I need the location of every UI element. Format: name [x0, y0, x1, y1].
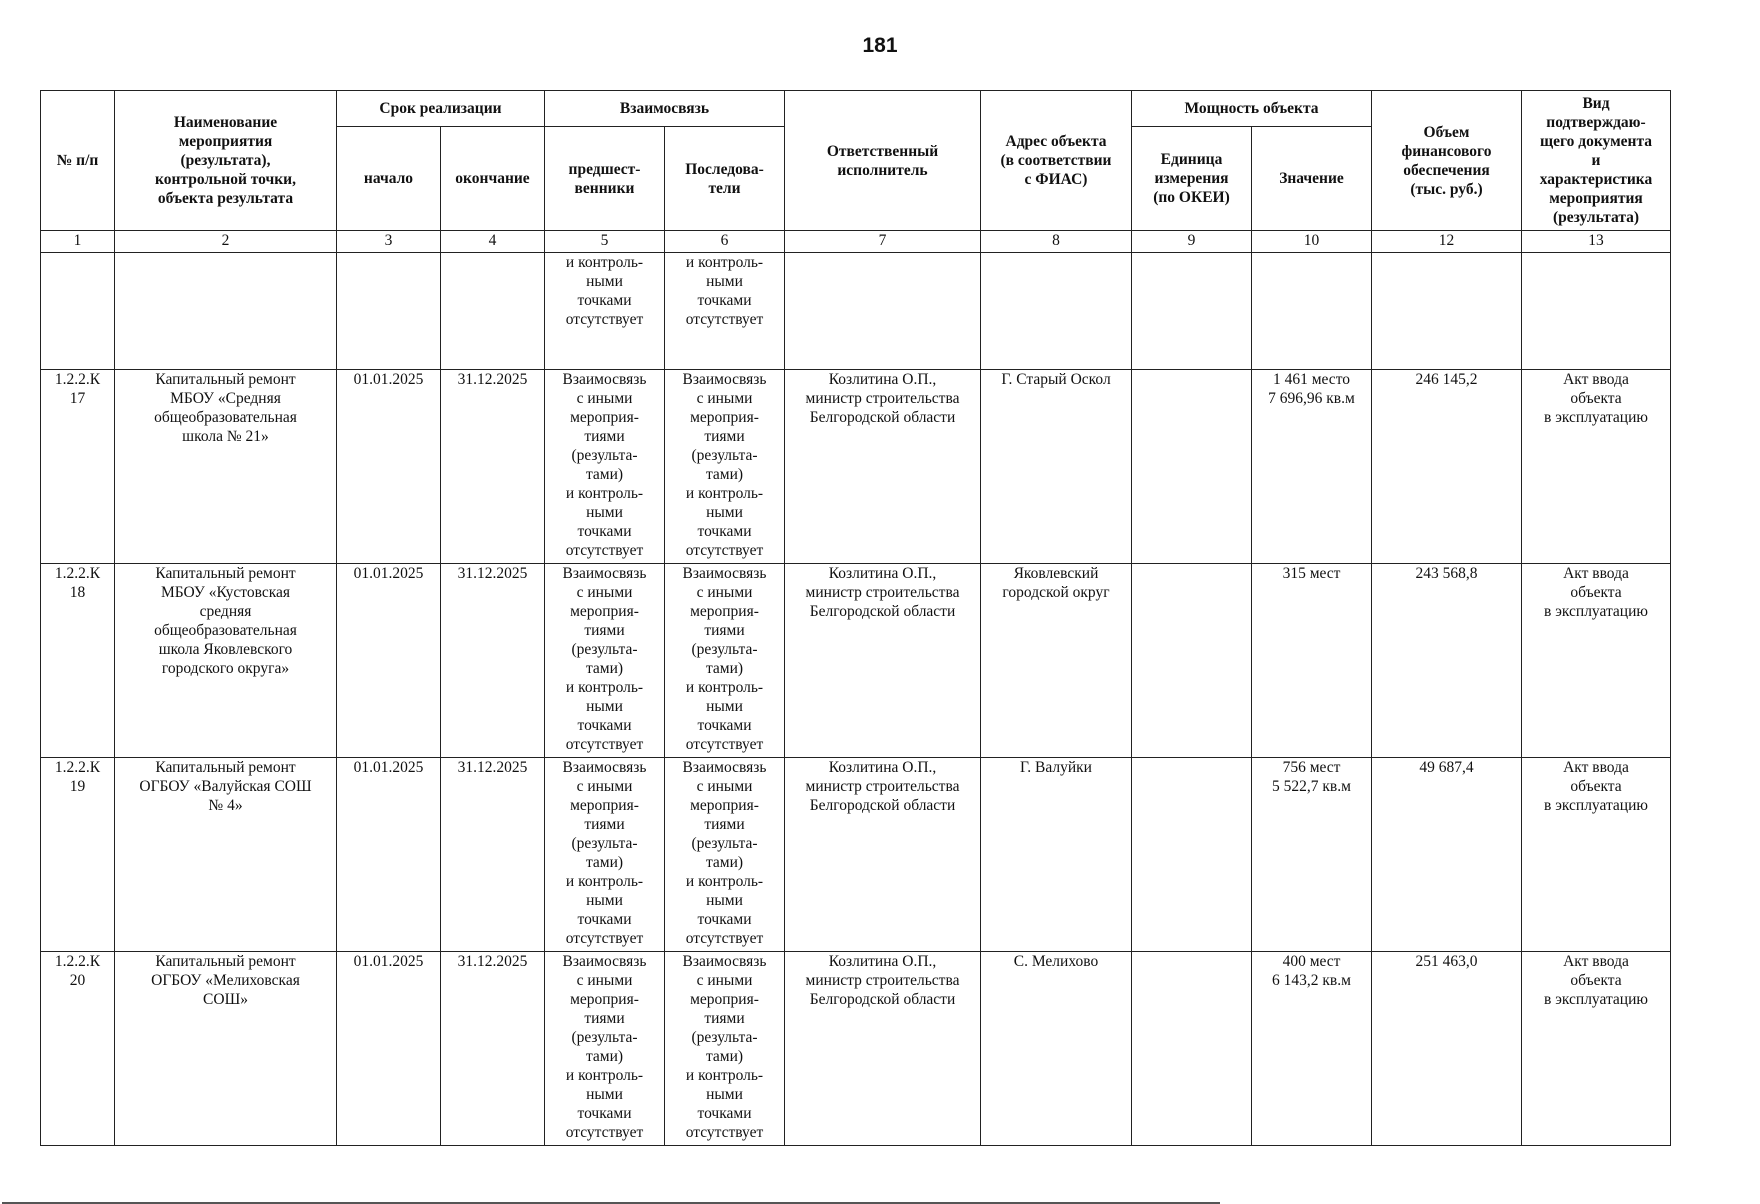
table-row — [41, 564, 1671, 758]
cell-num: 1.2.2.К 18 — [41, 564, 115, 758]
header-link-prev: предшест- венники — [545, 127, 665, 231]
cell-link-prev: Взаимосвязь с иными мероприя- тиями (результа- тами) и контроль- ными точками отсутствует — [545, 564, 665, 758]
cell-value: 756 мест 5 522,7 кв.м — [1252, 758, 1372, 952]
header-doc-type: Вид подтверждаю- щего документа и характеристика мероприятия (результата) — [1522, 91, 1671, 231]
cell-end: 31.12.2025 — [441, 564, 545, 758]
cell-doc: Акт ввода объекта в эксплуатацию — [1522, 564, 1671, 758]
header-finance: Объем финансового обеспечения (тыс. руб.) — [1372, 91, 1522, 231]
cell-end: 31.12.2025 — [441, 952, 545, 1146]
cell-link-prev: Взаимосвязь с иными мероприя- тиями (результа- тами) и контроль- ными точками отсутствует — [545, 758, 665, 952]
table-header — [41, 91, 1671, 253]
cell-empty — [1132, 253, 1252, 370]
cell-unit — [1132, 952, 1252, 1146]
cell-empty — [441, 253, 545, 370]
cell-empty — [1252, 253, 1372, 370]
cell-end: 31.12.2025 — [441, 370, 545, 564]
cell-responsible: Козлитина О.П., министр строительства Белгородской области — [785, 952, 981, 1146]
header-capacity-value: Значение — [1252, 127, 1372, 231]
column-number: 10 — [1252, 231, 1372, 253]
cell-finance: 49 687,4 — [1372, 758, 1522, 952]
column-number: 2 — [115, 231, 337, 253]
cell-unit — [1132, 564, 1252, 758]
column-number: 9 — [1132, 231, 1252, 253]
cell-unit — [1132, 370, 1252, 564]
cell-finance: 251 463,0 — [1372, 952, 1522, 1146]
header-period-start: начало — [337, 127, 441, 231]
cell-num: 1.2.2.К 19 — [41, 758, 115, 952]
cell-empty — [1522, 253, 1671, 370]
cell-address: Г. Старый Оскол — [981, 370, 1132, 564]
table-row — [41, 952, 1671, 1146]
column-number-row — [41, 231, 1671, 253]
cell-link-next: Взаимосвязь с иными мероприя- тиями (результа- тами) и контроль- ными точками отсутствует — [665, 952, 785, 1146]
column-number: 7 — [785, 231, 981, 253]
cell-start: 01.01.2025 — [337, 758, 441, 952]
cell-empty — [981, 253, 1132, 370]
cell-address: Г. Валуйки — [981, 758, 1132, 952]
cell-finance: 246 145,2 — [1372, 370, 1522, 564]
column-number: 8 — [981, 231, 1132, 253]
header-period-end: окончание — [441, 127, 545, 231]
cell-link-next: Взаимосвязь с иными мероприя- тиями (результа- тами) и контроль- ными точками отсутствует — [665, 370, 785, 564]
cell-link-prev: Взаимосвязь с иными мероприя- тиями (результа- тами) и контроль- ными точками отсутствует — [545, 952, 665, 1146]
cell-start: 01.01.2025 — [337, 564, 441, 758]
table-row — [41, 758, 1671, 952]
cell-finance: 243 568,8 — [1372, 564, 1522, 758]
column-number: 13 — [1522, 231, 1671, 253]
cell-responsible: Козлитина О.П., министр строительства Белгородской области — [785, 758, 981, 952]
cell-link-prev: Взаимосвязь с иными мероприя- тиями (результа- тами) и контроль- ными точками отсутствует — [545, 370, 665, 564]
column-number: 12 — [1372, 231, 1522, 253]
cell-name: Капитальный ремонт МБОУ «Средняя общеобразовательная школа № 21» — [115, 370, 337, 564]
column-number: 6 — [665, 231, 785, 253]
header-capacity-unit: Единица измерения (по ОКЕИ) — [1132, 127, 1252, 231]
cell-responsible: Козлитина О.П., министр строительства Белгородской области — [785, 370, 981, 564]
cell-empty — [115, 253, 337, 370]
header-link-next: Последова- тели — [665, 127, 785, 231]
cell-empty — [337, 253, 441, 370]
cell-start: 01.01.2025 — [337, 370, 441, 564]
cell-name: Капитальный ремонт ОГБОУ «Мелиховская СОШ» — [115, 952, 337, 1146]
continuation-row — [41, 253, 1671, 370]
cell-name: Капитальный ремонт МБОУ «Кустовская средняя общеобразовательная школа Яковлевского городского округа» — [115, 564, 337, 758]
cell-doc: Акт ввода объекта в эксплуатацию — [1522, 370, 1671, 564]
cell-unit — [1132, 758, 1252, 952]
cell-empty — [41, 253, 115, 370]
cell-address: С. Мелихово — [981, 952, 1132, 1146]
cell-link-next: и контроль- ными точками отсутствует — [665, 253, 785, 370]
header-period: Срок реализации — [337, 91, 545, 127]
cell-value: 315 мест — [1252, 564, 1372, 758]
cell-num: 1.2.2.К 17 — [41, 370, 115, 564]
cell-link-next: Взаимосвязь с иными мероприя- тиями (результа- тами) и контроль- ными точками отсутствует — [665, 564, 785, 758]
column-number: 1 — [41, 231, 115, 253]
cell-address: Яковлевский городской округ — [981, 564, 1132, 758]
page-number: 181 — [862, 34, 898, 57]
cell-link-next: Взаимосвязь с иными мероприя- тиями (результа- тами) и контроль- ными точками отсутствует — [665, 758, 785, 952]
measures-table — [40, 90, 1671, 1146]
cell-name: Капитальный ремонт ОГБОУ «Валуйская СОШ № 4» — [115, 758, 337, 952]
column-number: 5 — [545, 231, 665, 253]
cell-start: 01.01.2025 — [337, 952, 441, 1146]
column-number: 4 — [441, 231, 545, 253]
table-row — [41, 370, 1671, 564]
cell-value: 400 мест 6 143,2 кв.м — [1252, 952, 1372, 1146]
cell-responsible: Козлитина О.П., министр строительства Белгородской области — [785, 564, 981, 758]
cell-link-prev: и контроль- ными точками отсутствует — [545, 253, 665, 370]
cell-empty — [785, 253, 981, 370]
column-number: 3 — [337, 231, 441, 253]
header-capacity: Мощность объекта — [1132, 91, 1372, 127]
cell-doc: Акт ввода объекта в эксплуатацию — [1522, 952, 1671, 1146]
cell-end: 31.12.2025 — [441, 758, 545, 952]
header-num: № п/п — [41, 91, 115, 231]
header-name: Наименование мероприятия (результата), контрольной точки, объекта результата — [115, 91, 337, 231]
header-address: Адрес объекта (в соответствии с ФИАС) — [981, 91, 1132, 231]
cell-num: 1.2.2.К 20 — [41, 952, 115, 1146]
cell-empty — [1372, 253, 1522, 370]
cell-value: 1 461 место 7 696,96 кв.м — [1252, 370, 1372, 564]
header-links: Взаимосвязь — [545, 91, 785, 127]
header-responsible: Ответственный исполнитель — [785, 91, 981, 231]
cell-doc: Акт ввода объекта в эксплуатацию — [1522, 758, 1671, 952]
